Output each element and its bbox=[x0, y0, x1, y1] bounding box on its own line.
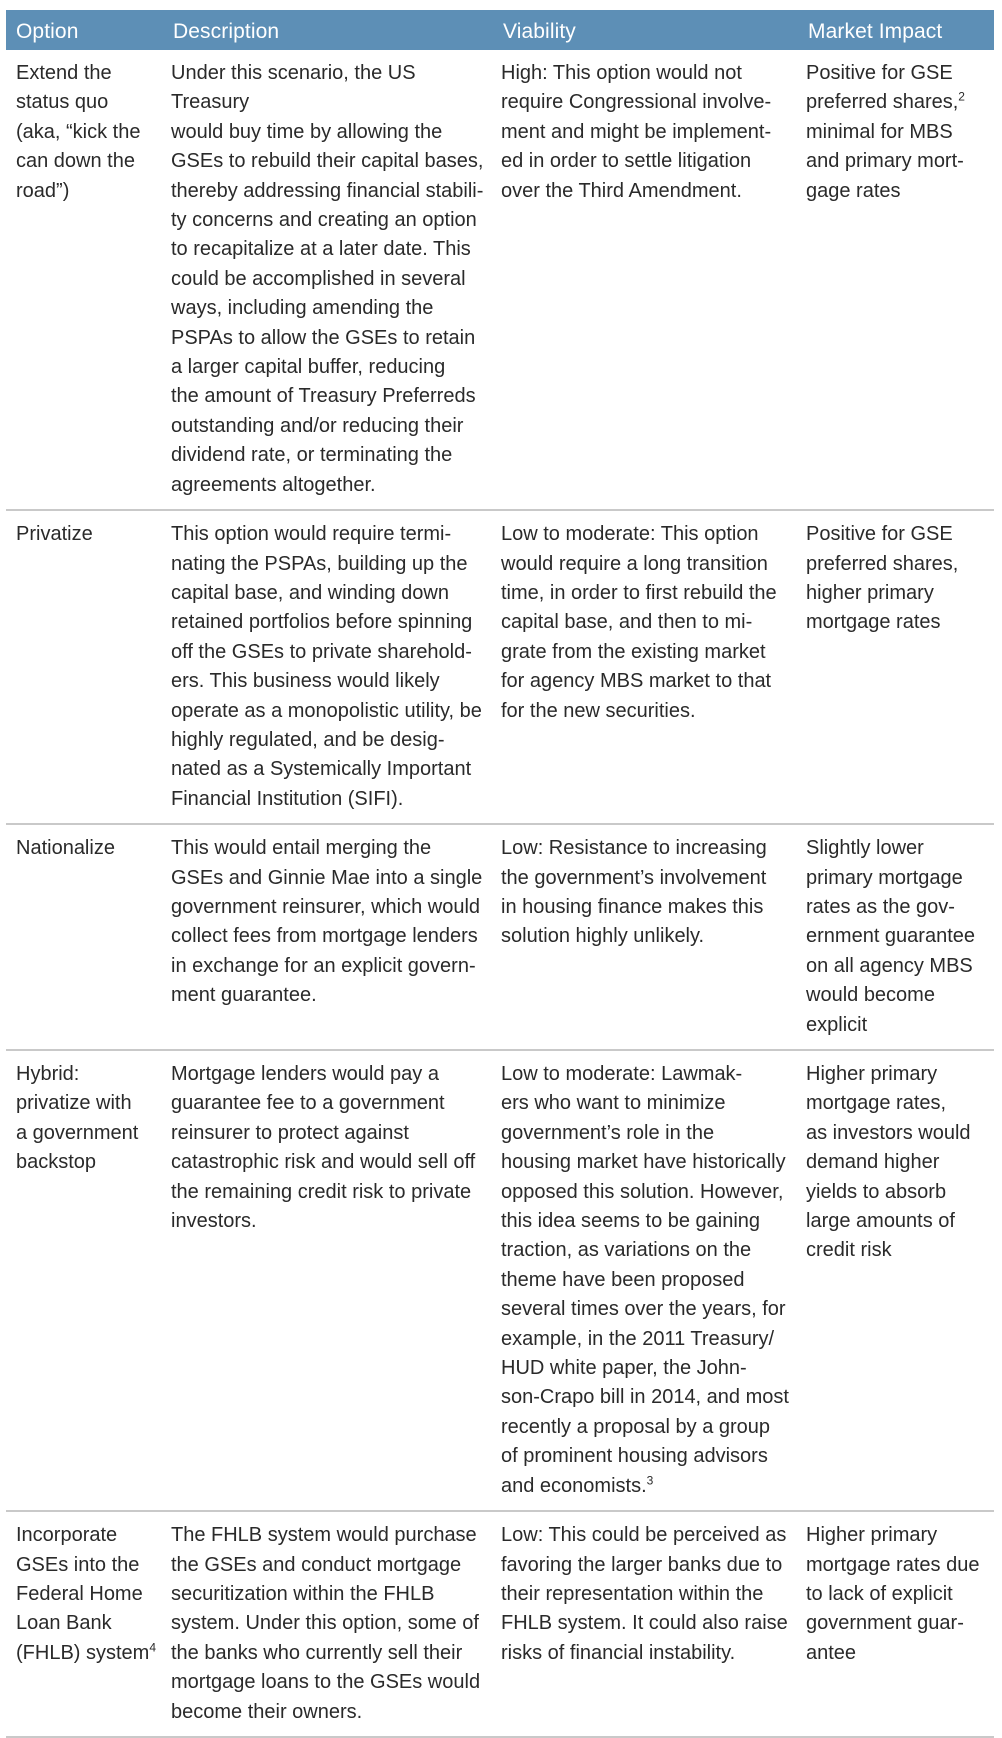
table-body bbox=[6, 50, 994, 1737]
table-header bbox=[6, 10, 994, 50]
market-impact-cell bbox=[798, 1050, 994, 1511]
header-market-impact: Market Impact bbox=[798, 10, 994, 50]
gse-options-table bbox=[6, 10, 994, 1738]
description-cell: Under this scenario, the US Treasury would buy time by allowing the GSEs to rebuild their capital bases, thereby addressing financial stabili- ty concerns and creating an option to recapitalize at a later date. This could be accomplished in several ways, including amending the PSPAs to allow the GSEs to retain a larger capital buffer, reducing the amount of Treasury Preferreds outstanding and/or reducing their dividend rate, or terminating the agreements altogether. bbox=[163, 50, 493, 510]
market-impact-cell bbox=[798, 824, 994, 1050]
viability-cell bbox=[493, 510, 798, 824]
impact-text: Slightly lower primary mortgage rates as the gov- ernment guarantee on all agency MBS would become explicit bbox=[806, 837, 976, 1036]
viability-cell bbox=[493, 1511, 798, 1737]
impact-text: Higher primary mortgage rates due to lack of explicit government guar- antee bbox=[806, 1524, 980, 1664]
table-row bbox=[6, 1511, 994, 1737]
description-cell: The FHLB system would purchase the GSEs and conduct mortgage securitization within the FHLB system. Under this option, some of the banks who currently sell their mortgage loans to the GSEs would become their owners. bbox=[163, 1511, 493, 1737]
option-text: Nationalize bbox=[16, 837, 115, 860]
viability-text: Low to moderate: Lawmak- ers who want to minimize government’s role in the housing market have historically opposed this solution. However, this idea seems to be gaining traction, as variations on the theme have been proposed several times over the years, for example, in the 2011 Treasury/ HUD white paper, the John- son-Crapo bill in 2014, and most recently a proposal by a group of prominent housing advisors and economists. bbox=[501, 1063, 789, 1497]
option-cell bbox=[6, 1050, 163, 1511]
description-cell: Mortgage lenders would pay a guarantee fee to a government reinsurer to protect against catastrophic risk and would sell off the remaining credit risk to private investors. bbox=[163, 1050, 493, 1511]
impact-text-continued: minimal for MBS and primary mort- gage rates bbox=[806, 120, 964, 202]
description-cell: This option would require termi- nating the PSPAs, building up the capital base, and winding down retained portfolios before spinning off the GSEs to private sharehold- ers. This business would likely operate as a monopolistic utility, be highly regulated, and be desig- nated as a Systemically Important Financial Institution (SIFI). bbox=[163, 510, 493, 824]
option-text: Incorporate GSEs into the Federal Home Loan Bank (FHLB) system bbox=[16, 1524, 150, 1664]
viability-text: Low: This could be perceived as favoring the larger banks due to their representation within the FHLB system. It could also raise risks of financial instability. bbox=[501, 1524, 788, 1664]
viability-text: Low: Resistance to increasing the government’s involvement in housing finance makes this solution highly unlikely. bbox=[501, 837, 767, 948]
table-row bbox=[6, 50, 994, 510]
table-row bbox=[6, 510, 994, 824]
option-cell bbox=[6, 824, 163, 1050]
viability-footnote: 3 bbox=[646, 1473, 654, 1488]
viability-text: Low to moderate: This option would require a long transition time, in order to first rebuild the capital base, and then to mi- grate from the existing market for agency MBS market to that for the new securities. bbox=[501, 523, 777, 722]
market-impact-cell bbox=[798, 50, 994, 510]
table-row bbox=[6, 1050, 994, 1511]
option-text: Hybrid: privatize with a government backstop bbox=[16, 1063, 139, 1174]
impact-text: Positive for GSE preferred shares, higher primary mortgage rates bbox=[806, 523, 959, 634]
option-cell bbox=[6, 1511, 163, 1737]
option-text: Extend the status quo (aka, “kick the can down the road”) bbox=[16, 62, 141, 202]
header-option: Option bbox=[6, 10, 163, 50]
viability-cell bbox=[493, 50, 798, 510]
market-impact-cell bbox=[798, 510, 994, 824]
impact-footnote: 2 bbox=[958, 89, 965, 104]
header-description: Description bbox=[163, 10, 493, 50]
header-row bbox=[6, 10, 994, 50]
header-viability: Viability bbox=[493, 10, 798, 50]
table-row bbox=[6, 824, 994, 1050]
option-cell bbox=[6, 510, 163, 824]
viability-text: High: This option would not require Congressional involve- ment and might be implement- ed in order to settle litigation over the Third Amendment. bbox=[501, 62, 772, 202]
viability-cell bbox=[493, 824, 798, 1050]
option-cell bbox=[6, 50, 163, 510]
market-impact-cell bbox=[798, 1511, 994, 1737]
description-cell: This would entail merging the GSEs and Ginnie Mae into a single government reinsurer, which would collect fees from mortgage lenders in exchange for an explicit govern- ment guarantee. bbox=[163, 824, 493, 1050]
viability-cell bbox=[493, 1050, 798, 1511]
option-text: Privatize bbox=[16, 523, 93, 546]
impact-text: Positive for GSE preferred shares, bbox=[806, 62, 959, 114]
option-footnote: 4 bbox=[149, 1640, 157, 1655]
impact-text: Higher primary mortgage rates, as investors would demand higher yields to absorb large amounts of credit risk bbox=[806, 1063, 971, 1262]
